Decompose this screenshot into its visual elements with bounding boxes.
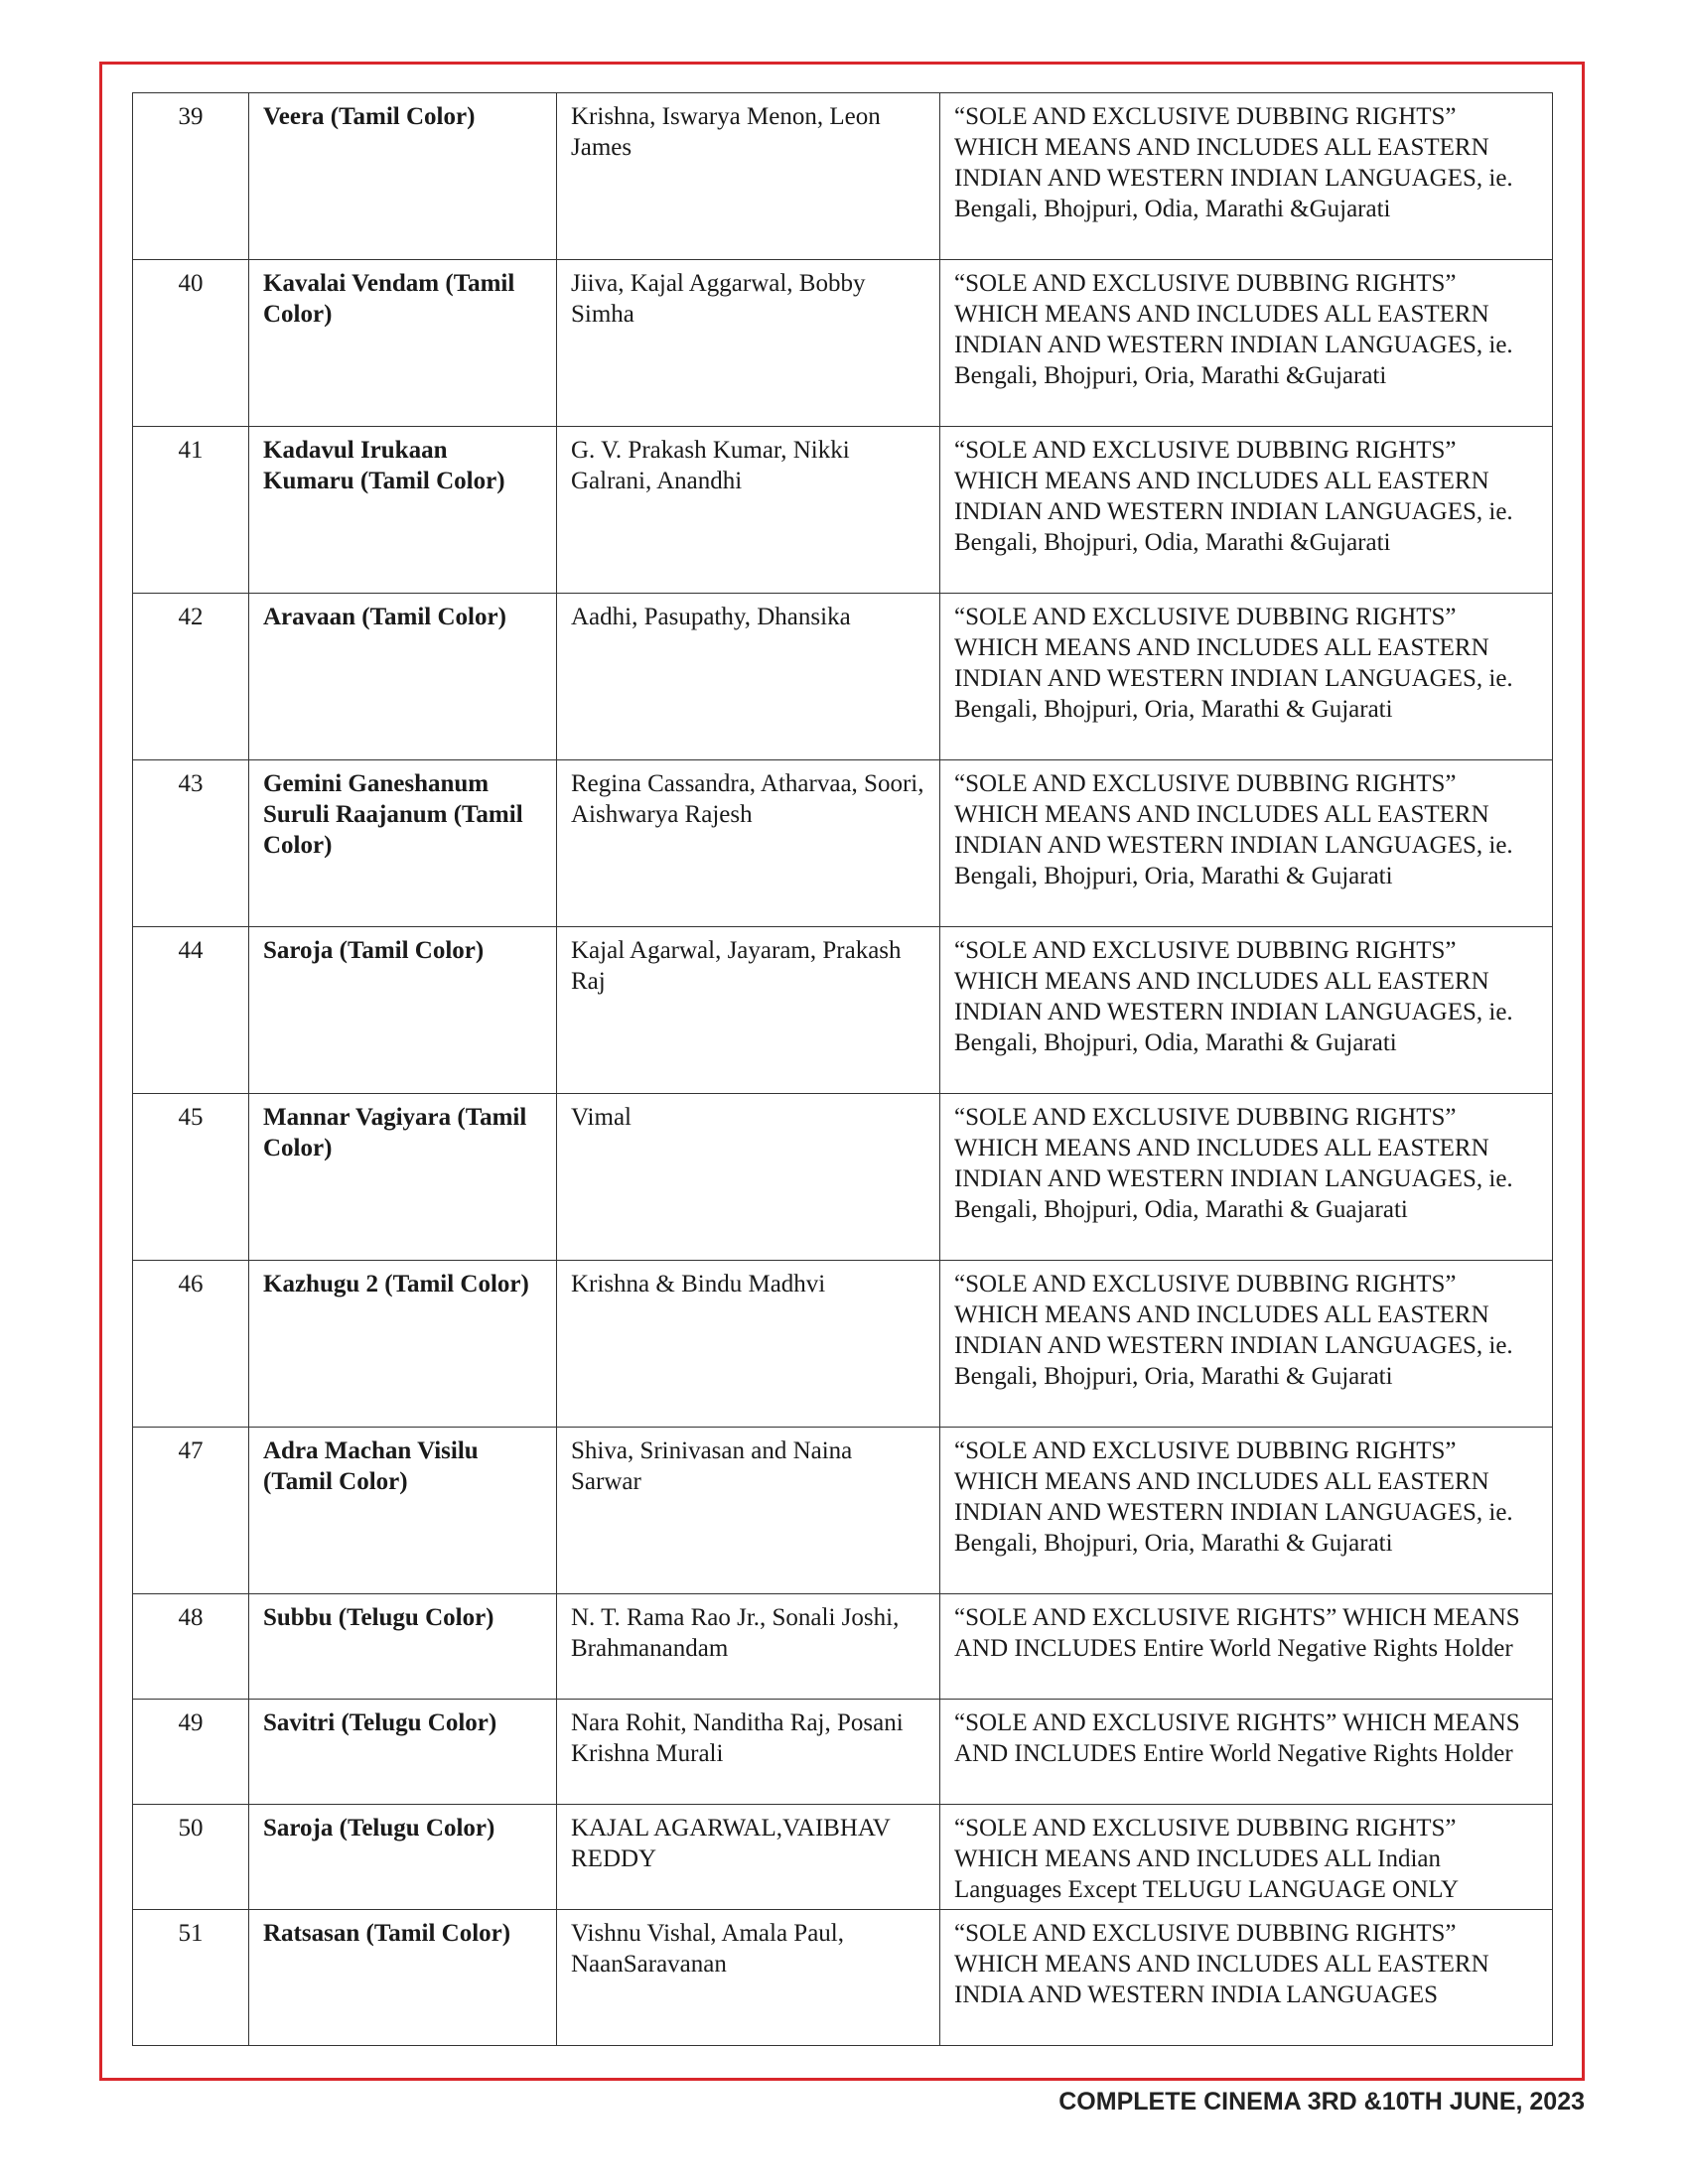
table-row	[133, 1700, 1553, 1805]
table-row	[133, 927, 1553, 1094]
row-number: 49	[133, 1700, 249, 1805]
publication-footer: COMPLETE CINEMA 3RD &10TH JUNE, 2023	[1058, 2088, 1585, 2116]
film-title: Subbu (Telugu Color)	[249, 1594, 557, 1700]
rights-description: “SOLE AND EXCLUSIVE DUBBING RIGHTS” WHICH MEANS AND INCLUDES ALL Indian Languages Except TELUGU LANGUAGE ONLY	[940, 1805, 1553, 1910]
rights-description: “SOLE AND EXCLUSIVE DUBBING RIGHTS” WHICH MEANS AND INCLUDES ALL EASTERN INDIAN AND WESTERN INDIAN LANGUAGES, ie. Bengali, Bhojpuri, Odia, Marathi & Gujarati	[940, 927, 1553, 1094]
row-number: 42	[133, 594, 249, 760]
cast-list: Jiiva, Kajal Aggarwal, Bobby Simha	[557, 260, 940, 427]
film-title: Veera (Tamil Color)	[249, 93, 557, 260]
table-row	[133, 760, 1553, 927]
row-number: 41	[133, 427, 249, 594]
cast-list: N. T. Rama Rao Jr., Sonali Joshi, Brahmanandam	[557, 1594, 940, 1700]
rights-description: “SOLE AND EXCLUSIVE DUBBING RIGHTS” WHICH MEANS AND INCLUDES ALL EASTERN INDIA AND WESTERN INDIA LANGUAGES	[940, 1910, 1553, 2046]
table-row	[133, 1094, 1553, 1261]
cast-list: Regina Cassandra, Atharvaa, Soori, Aishwarya Rajesh	[557, 760, 940, 927]
cast-list: Kajal Agarwal, Jayaram, Prakash Raj	[557, 927, 940, 1094]
rights-description: “SOLE AND EXCLUSIVE DUBBING RIGHTS” WHICH MEANS AND INCLUDES ALL EASTERN INDIAN AND WESTERN INDIAN LANGUAGES, ie. Bengali, Bhojpuri, Odia, Marathi &Gujarati	[940, 427, 1553, 594]
rights-table	[132, 92, 1553, 2046]
rights-description: “SOLE AND EXCLUSIVE DUBBING RIGHTS” WHICH MEANS AND INCLUDES ALL EASTERN INDIAN AND WESTERN INDIAN LANGUAGES, ie. Bengali, Bhojpuri, Oria, Marathi &Gujarati	[940, 260, 1553, 427]
cast-list: Vishnu Vishal, Amala Paul, NaanSaravanan	[557, 1910, 940, 2046]
rights-description: “SOLE AND EXCLUSIVE DUBBING RIGHTS” WHICH MEANS AND INCLUDES ALL EASTERN INDIAN AND WESTERN INDIAN LANGUAGES, ie. Bengali, Bhojpuri, Odia, Marathi & Guajarati	[940, 1094, 1553, 1261]
cast-list: Krishna, Iswarya Menon, Leon James	[557, 93, 940, 260]
cast-list: G. V. Prakash Kumar, Nikki Galrani, Anandhi	[557, 427, 940, 594]
row-number: 48	[133, 1594, 249, 1700]
table-row	[133, 594, 1553, 760]
rights-description: “SOLE AND EXCLUSIVE RIGHTS” WHICH MEANS AND INCLUDES Entire World Negative Rights Holder	[940, 1594, 1553, 1700]
cast-list: Aadhi, Pasupathy, Dhansika	[557, 594, 940, 760]
table-row	[133, 1261, 1553, 1428]
table-row	[133, 260, 1553, 427]
film-title: Gemini Ganeshanum Suruli Raajanum (Tamil Color)	[249, 760, 557, 927]
row-number: 47	[133, 1428, 249, 1594]
row-number: 51	[133, 1910, 249, 2046]
film-title: Mannar Vagiyara (Tamil Color)	[249, 1094, 557, 1261]
rights-description: “SOLE AND EXCLUSIVE RIGHTS” WHICH MEANS AND INCLUDES Entire World Negative Rights Holder	[940, 1700, 1553, 1805]
rights-description: “SOLE AND EXCLUSIVE DUBBING RIGHTS” WHICH MEANS AND INCLUDES ALL EASTERN INDIAN AND WESTERN INDIAN LANGUAGES, ie. Bengali, Bhojpuri, Odia, Marathi &Gujarati	[940, 93, 1553, 260]
row-number: 43	[133, 760, 249, 927]
rights-description: “SOLE AND EXCLUSIVE DUBBING RIGHTS” WHICH MEANS AND INCLUDES ALL EASTERN INDIAN AND WESTERN INDIAN LANGUAGES, ie. Bengali, Bhojpuri, Oria, Marathi & Gujarati	[940, 760, 1553, 927]
cast-list: Shiva, Srinivasan and Naina Sarwar	[557, 1428, 940, 1594]
film-title: Adra Machan Visilu (Tamil Color)	[249, 1428, 557, 1594]
row-number: 44	[133, 927, 249, 1094]
row-number: 46	[133, 1261, 249, 1428]
table-row	[133, 1910, 1553, 2046]
table-row	[133, 1428, 1553, 1594]
cast-list: KAJAL AGARWAL,VAIBHAV REDDY	[557, 1805, 940, 1910]
cast-list: Vimal	[557, 1094, 940, 1261]
film-title: Kazhugu 2 (Tamil Color)	[249, 1261, 557, 1428]
film-title: Aravaan (Tamil Color)	[249, 594, 557, 760]
film-title: Ratsasan (Tamil Color)	[249, 1910, 557, 2046]
rights-description: “SOLE AND EXCLUSIVE DUBBING RIGHTS” WHICH MEANS AND INCLUDES ALL EASTERN INDIAN AND WESTERN INDIAN LANGUAGES, ie. Bengali, Bhojpuri, Oria, Marathi & Gujarati	[940, 1428, 1553, 1594]
row-number: 40	[133, 260, 249, 427]
table-row	[133, 1594, 1553, 1700]
rights-description: “SOLE AND EXCLUSIVE DUBBING RIGHTS” WHICH MEANS AND INCLUDES ALL EASTERN INDIAN AND WESTERN INDIAN LANGUAGES, ie. Bengali, Bhojpuri, Oria, Marathi & Gujarati	[940, 594, 1553, 760]
row-number: 39	[133, 93, 249, 260]
rights-description: “SOLE AND EXCLUSIVE DUBBING RIGHTS” WHICH MEANS AND INCLUDES ALL EASTERN INDIAN AND WESTERN INDIAN LANGUAGES, ie. Bengali, Bhojpuri, Oria, Marathi & Gujarati	[940, 1261, 1553, 1428]
table-row	[133, 427, 1553, 594]
row-number: 45	[133, 1094, 249, 1261]
cast-list: Nara Rohit, Nanditha Raj, Posani Krishna Murali	[557, 1700, 940, 1805]
table-row	[133, 93, 1553, 260]
table-row	[133, 1805, 1553, 1910]
film-title: Saroja (Tamil Color)	[249, 927, 557, 1094]
film-title: Kavalai Vendam (Tamil Color)	[249, 260, 557, 427]
cast-list: Krishna & Bindu Madhvi	[557, 1261, 940, 1428]
film-title: Saroja (Telugu Color)	[249, 1805, 557, 1910]
film-title: Savitri (Telugu Color)	[249, 1700, 557, 1805]
film-title: Kadavul Irukaan Kumaru (Tamil Color)	[249, 427, 557, 594]
row-number: 50	[133, 1805, 249, 1910]
